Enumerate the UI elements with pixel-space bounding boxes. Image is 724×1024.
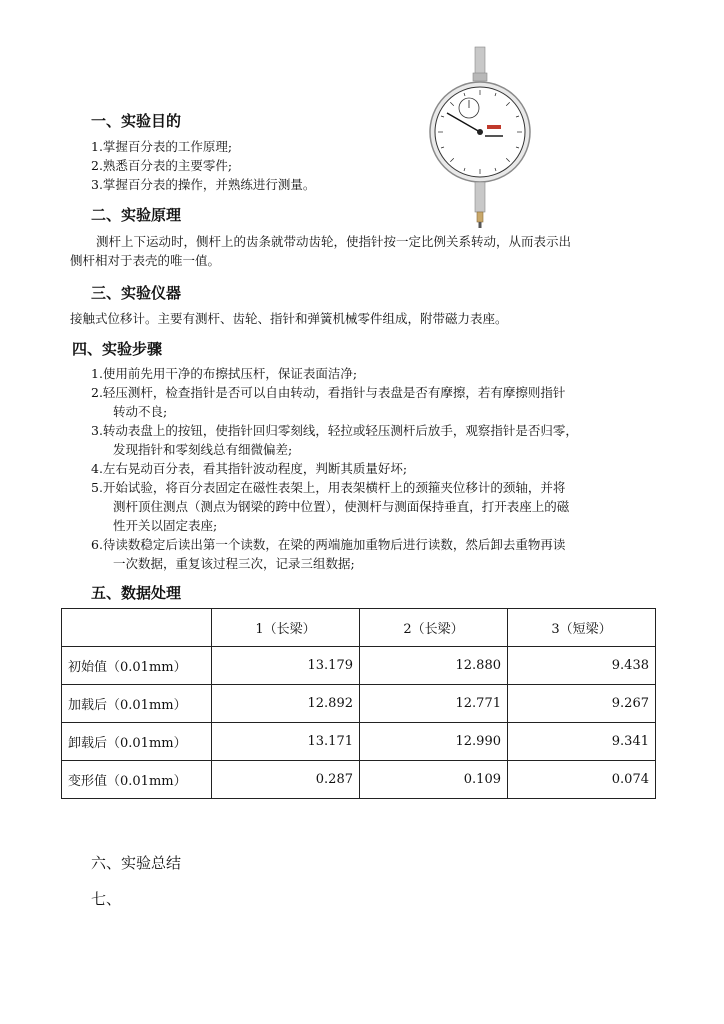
table-cell: 12.892 bbox=[212, 685, 360, 723]
step-line: 性开关以固定表座; bbox=[113, 518, 218, 533]
principle-line: 侧杆相对于表壳的唯一值。 bbox=[70, 253, 221, 268]
objective-item: 3.掌握百分表的操作，并熟练进行测量。 bbox=[91, 177, 316, 192]
row-label: 初始值（0.01mm） bbox=[62, 647, 212, 685]
step-line: 2.轻压测杆，检查指针是否可以自由转动，看指针与表盘是否有摩擦，若有摩擦则指针 bbox=[91, 385, 566, 400]
step-line: 4.左右晃动百分表，看其指针波动程度，判断其质量好坏; bbox=[91, 461, 408, 476]
step-line: 1.使用前先用干净的布擦拭压杆，保证表面洁净; bbox=[91, 366, 358, 381]
step-line: 转动不良; bbox=[113, 404, 168, 419]
table-header-row bbox=[62, 609, 656, 647]
step-line: 6.待读数稳定后读出第一个读数，在梁的两端施加重物后进行读数，然后卸去重物再读 bbox=[91, 537, 566, 552]
step-line: 一次数据，重复该过程三次，记录三组数据; bbox=[113, 556, 355, 571]
table-header-cell: 2（长梁） bbox=[360, 609, 508, 647]
section-title-seven: 七、 bbox=[91, 890, 122, 908]
table-cell: 12.771 bbox=[360, 685, 508, 723]
row-label: 变形值（0.01mm） bbox=[62, 761, 212, 799]
table-row bbox=[62, 647, 656, 685]
table-header-cell: 1（长梁） bbox=[212, 609, 360, 647]
table-cell: 12.990 bbox=[360, 723, 508, 761]
data-table bbox=[61, 608, 656, 799]
table-row bbox=[62, 723, 656, 761]
row-label: 卸载后（0.01mm） bbox=[62, 723, 212, 761]
table-cell: 9.438 bbox=[508, 647, 656, 685]
table-row bbox=[62, 761, 656, 799]
table-header-cell bbox=[62, 609, 212, 647]
section-title-principle: 二、实验原理 bbox=[91, 206, 182, 224]
objective-item: 1.掌握百分表的工作原理; bbox=[91, 139, 233, 154]
row-label: 加载后（0.01mm） bbox=[62, 685, 212, 723]
dial-gauge-icon bbox=[425, 45, 535, 230]
instrument-text: 接触式位移计。主要有测杆、齿轮、指针和弹簧机械零件组成，附带磁力表座。 bbox=[70, 311, 508, 326]
table-cell: 13.179 bbox=[212, 647, 360, 685]
dial-gauge-image bbox=[425, 45, 535, 230]
step-line: 发现指针和零刻线总有细微偏差; bbox=[113, 442, 293, 457]
principle-line: 测杆上下运动时，侧杆上的齿条就带动齿轮，使指针按一定比例关系转动，从而表示出 bbox=[96, 234, 572, 249]
objective-item: 2.熟悉百分表的主要零件; bbox=[91, 158, 233, 173]
table-cell: 0.074 bbox=[508, 761, 656, 799]
table-cell: 12.880 bbox=[360, 647, 508, 685]
table-cell: 0.109 bbox=[360, 761, 508, 799]
section-title-instrument: 三、实验仪器 bbox=[91, 284, 182, 302]
step-line: 3.转动表盘上的按钮，使指针回归零刻线，轻拉或轻压测杆后放手，观察指针是否归零， bbox=[91, 423, 578, 438]
table-header-cell: 3（短梁） bbox=[508, 609, 656, 647]
step-line: 5.开始试验，将百分表固定在磁性表架上，用表架横杆上的颈箍夹位移计的颈轴，并将 bbox=[91, 480, 566, 495]
table-row bbox=[62, 685, 656, 723]
section-title-summary: 六、实验总结 bbox=[91, 854, 182, 872]
section-title-data: 五、数据处理 bbox=[91, 584, 182, 602]
table-cell: 13.171 bbox=[212, 723, 360, 761]
table-cell: 9.267 bbox=[508, 685, 656, 723]
section-title-objective: 一、实验目的 bbox=[91, 112, 182, 130]
step-line: 测杆顶住测点（测点为钢梁的跨中位置），使测杆与测面保持垂直，打开表座上的磁 bbox=[113, 499, 570, 514]
table-cell: 9.341 bbox=[508, 723, 656, 761]
section-title-steps: 四、实验步骤 bbox=[72, 340, 163, 358]
table-cell: 0.287 bbox=[212, 761, 360, 799]
